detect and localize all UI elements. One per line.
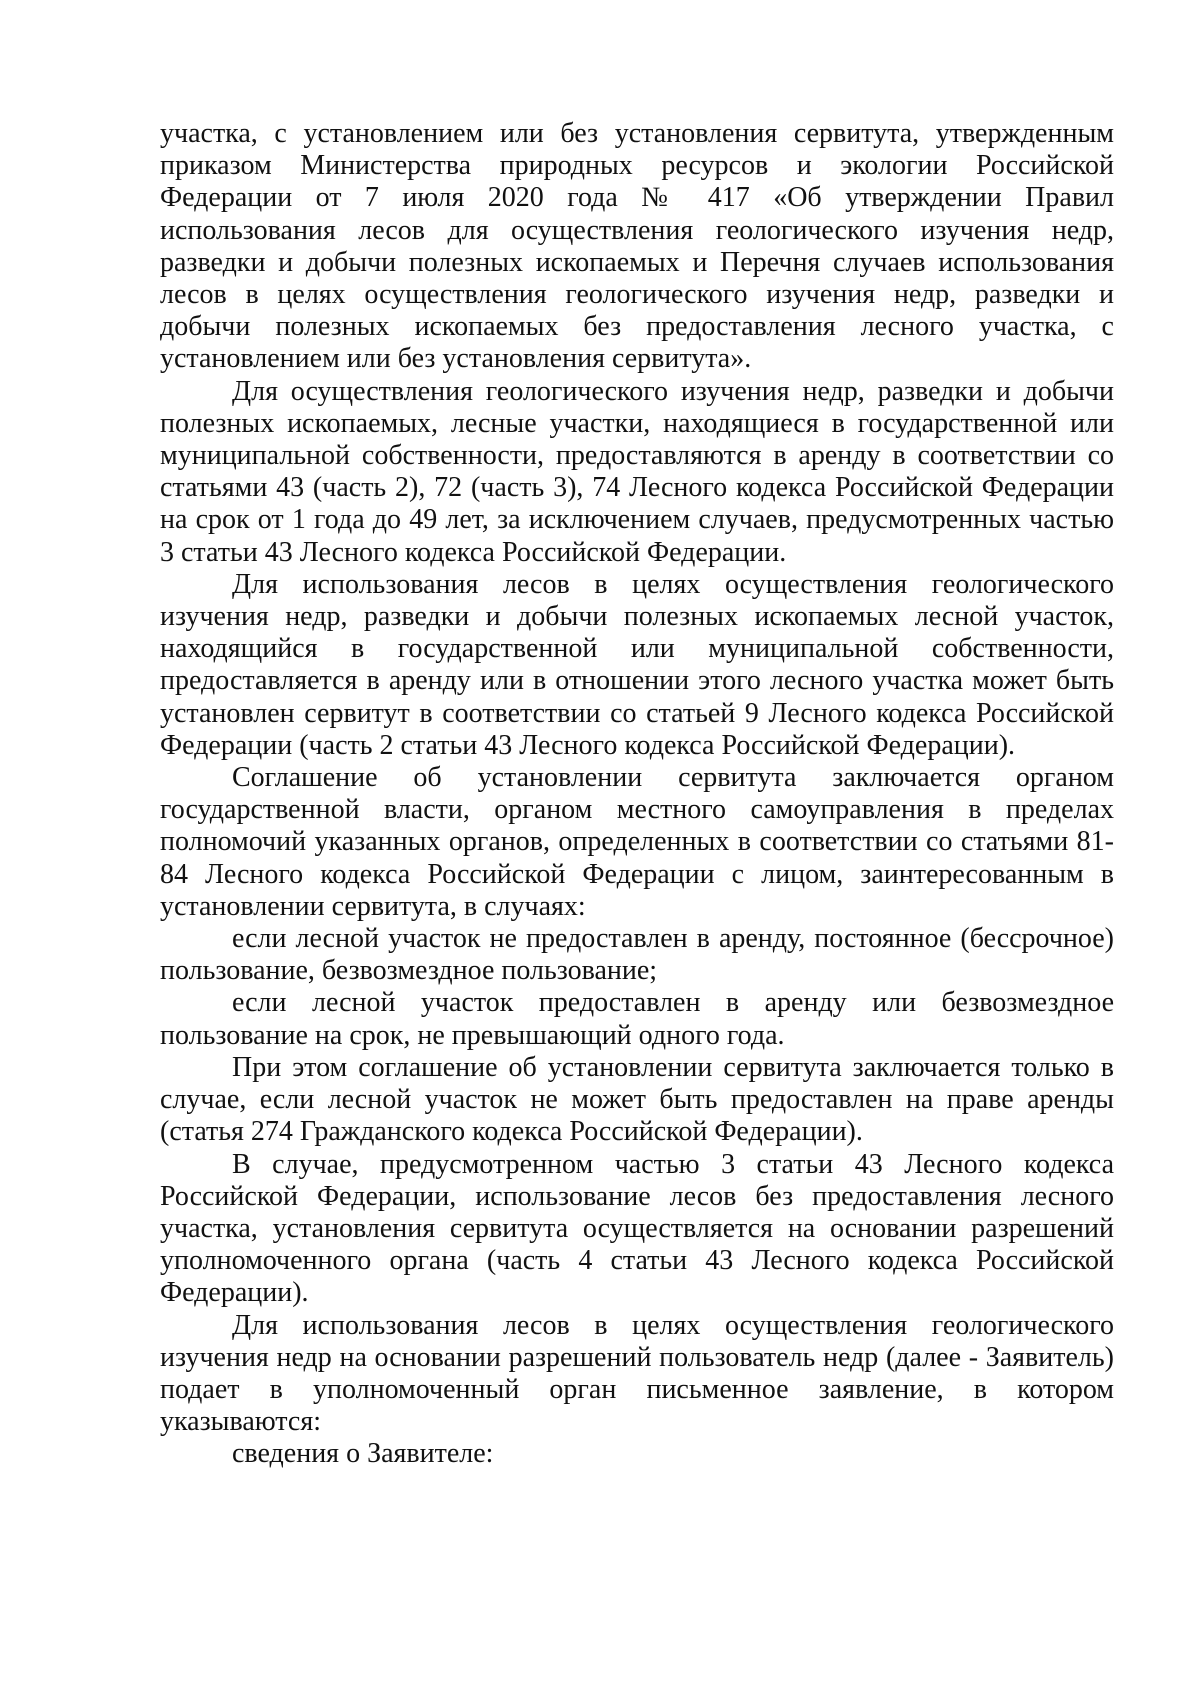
paragraph-continuation: участка, с установлением или без установления сервитута, утвержденным приказом Министерства природных ресурсов и экологии Российской Федерации от 7 июля 2020 года № 417 «Об утверждении Правил использования лесов для осуществления геологического изучения недр, разведки и добычи полезных ископаемых и Перечня случаев использования лесов в целях осуществления геологического изучения недр, разведки и добычи полезных ископаемых без предоставления лесного участка, с установлением или без установления сервитута». <box>160 118 1114 375</box>
paragraph-lease-terms: Для осуществления геологического изучения недр, разведки и добычи полезных ископаемых, лесные участки, находящиеся в государственной или муниципальной собственности, предоставляются в аренду в соответствии со статьями 43 (часть 2), 72 (часть 3), 74 Лесного кодекса Российской Федерации на срок от 1 года до 49 лет, за исключением случаев, предусмотренных частью 3 статьи 43 Лесного кодекса Российской Федерации. <box>160 375 1114 568</box>
paragraph-application: Для использования лесов в целях осуществления геологического изучения недр на основании разрешений пользователь недр (далее - Заявитель) подает в уполномоченный орган письменное заявление, в котором указываются: <box>160 1309 1114 1438</box>
paragraph-applicant-info: сведения о Заявителе: <box>232 1438 494 1470</box>
document-page <box>160 118 1114 1471</box>
paragraph-servitude-agreement: Соглашение об установлении сервитута заключается органом государственной власти, органом местного самоуправления в пределах полномочий указанных органов, определенных в соответствии со статьями 81-84 Лесного кодекса Российской Федерации с лицом, заинтересованным в установлении сервитута, в случаях: <box>160 762 1114 922</box>
paragraph-case-short-lease: если лесной участок предоставлен в аренду или безвозмездное пользование на срок, не превышающий одного года. <box>160 987 1114 1051</box>
paragraph-lease-or-servitude: Для использования лесов в целях осуществления геологического изучения недр, разведки и добычи полезных ископаемых лесной участок, находящийся в государственной или муниципальной собственности, предоставляется в аренду или в отношении этого лесного участка может быть установлен сервитут в соответствии со статьей 9 Лесного кодекса Российской Федерации (часть 2 статьи 43 Лесного кодекса Российской Федерации). <box>160 568 1114 761</box>
paragraph-permits-case: В случае, предусмотренном частью 3 статьи 43 Лесного кодекса Российской Федерации, использование лесов без предоставления лесного участка, установления сервитута осуществляется на основании разрешений уполномоченного органа (часть 4 статьи 43 Лесного кодекса Российской Федерации). <box>160 1148 1114 1309</box>
paragraph-servitude-condition: При этом соглашение об установлении сервитута заключается только в случае, если лесной участок не может быть предоставлен на праве аренды (статья 274 Гражданского кодекса Российской Федерации). <box>160 1051 1114 1148</box>
paragraph-case-not-leased: если лесной участок не предоставлен в аренду, постоянное (бессрочное) пользование, безвозмездное пользование; <box>160 923 1114 987</box>
